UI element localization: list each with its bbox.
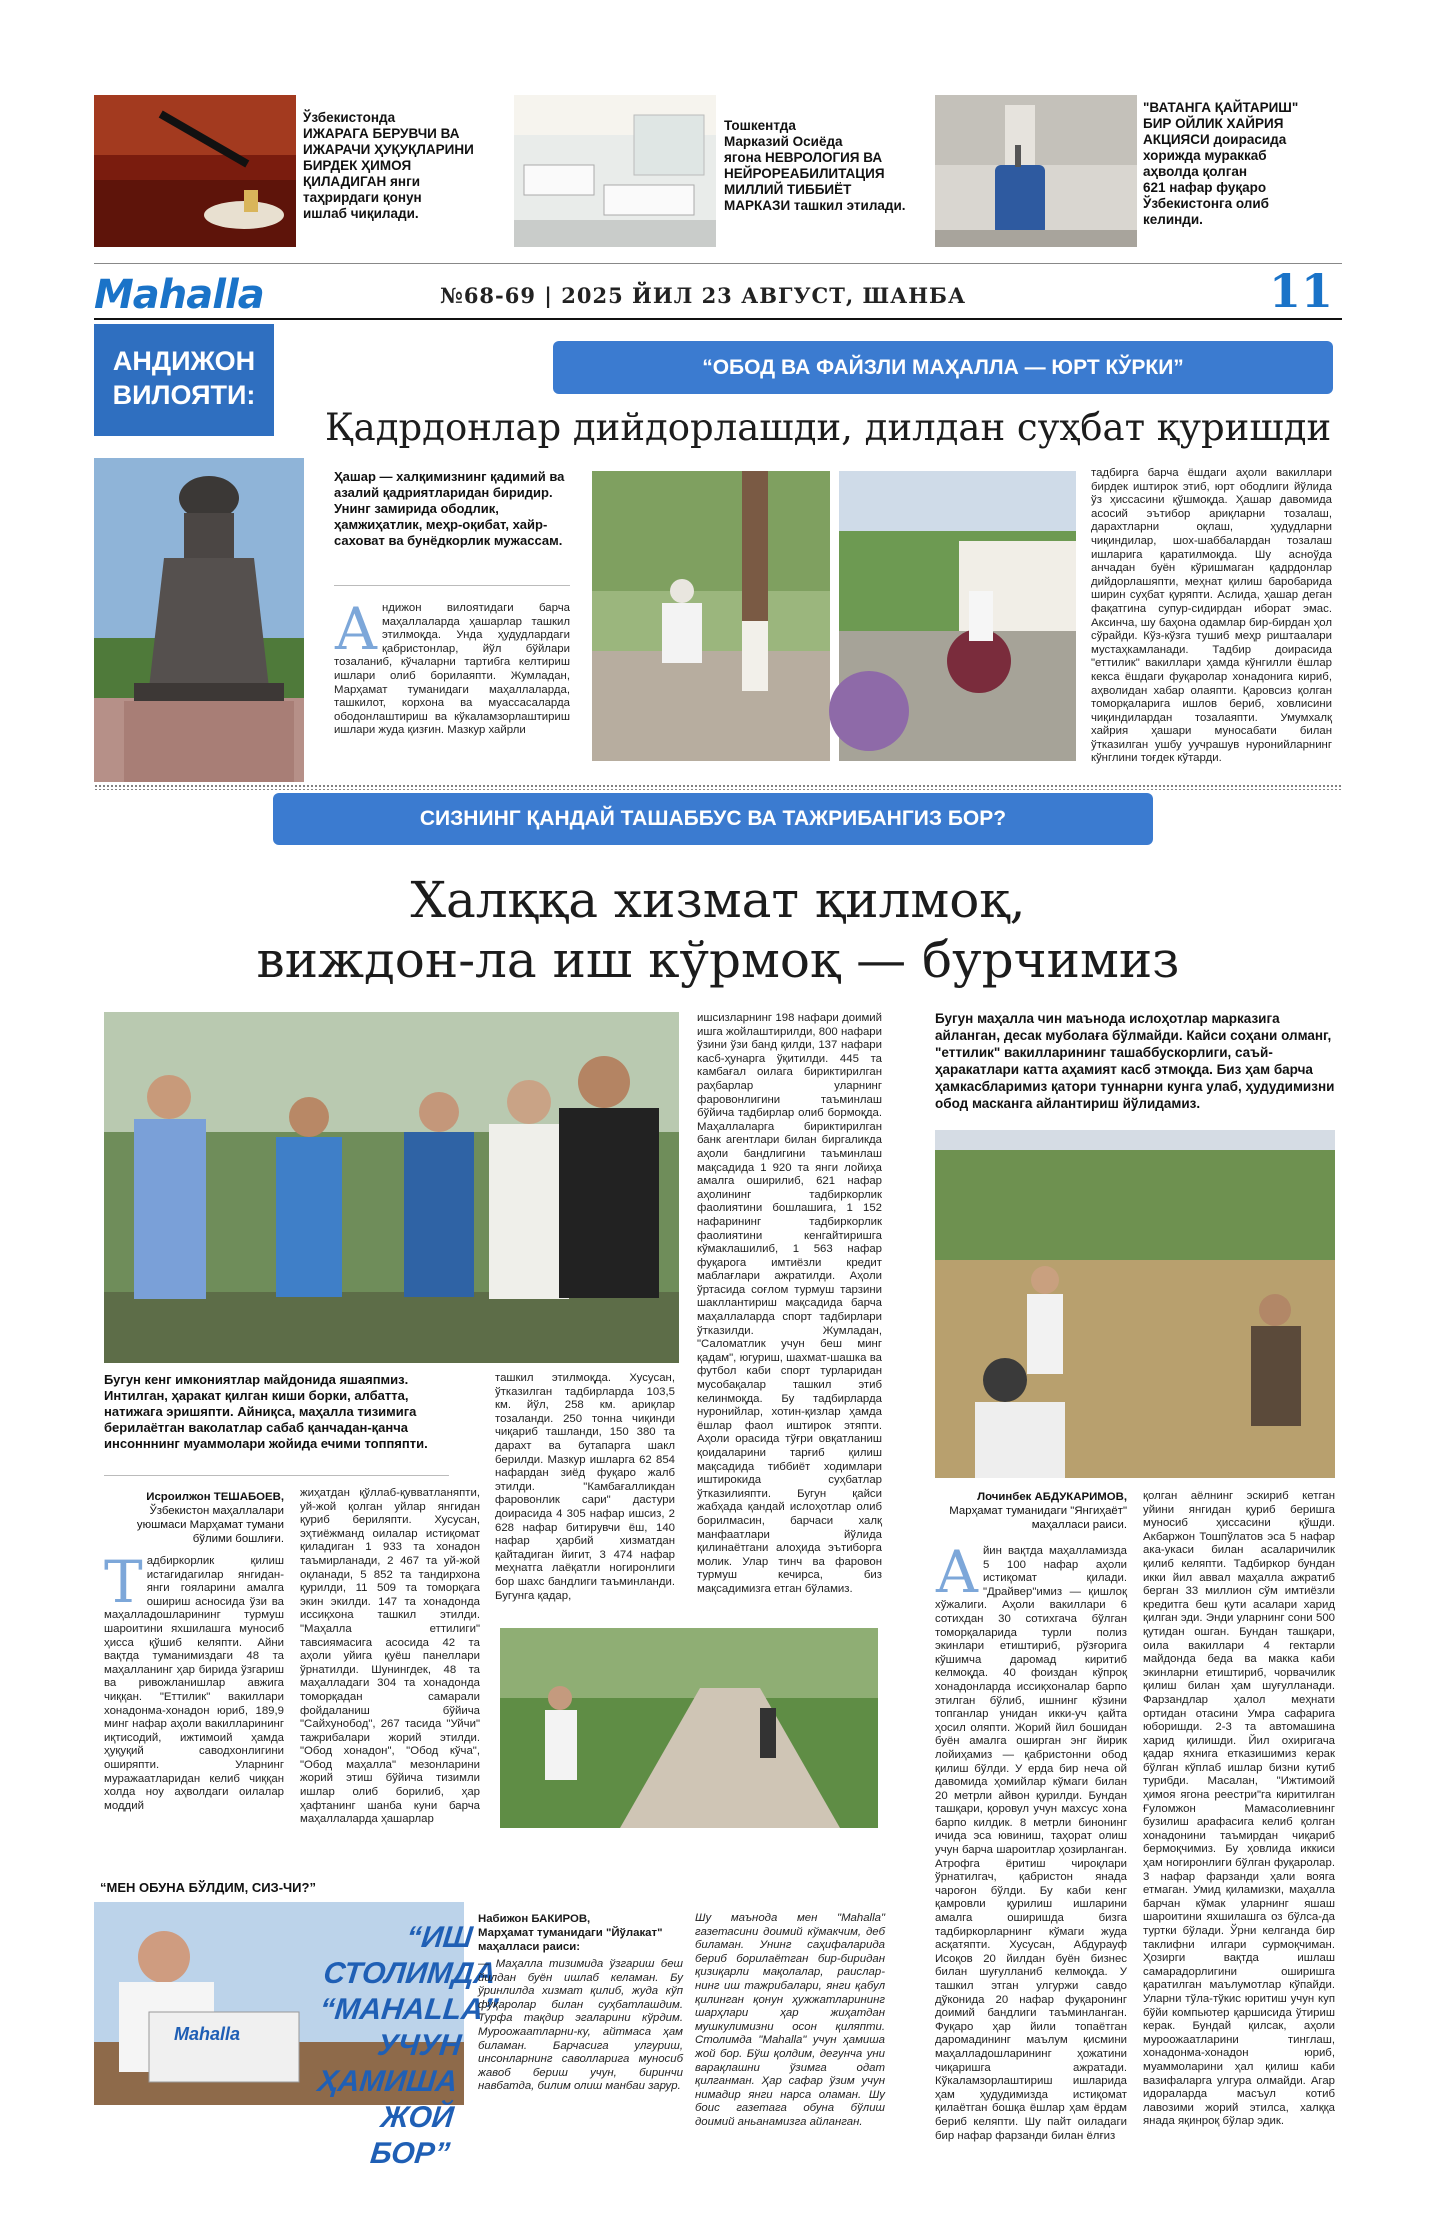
teaser-3-line: хорижда мураккаб [1143,148,1267,163]
subscribe-big-line-4: УЧУН ҲАМИША [316,2029,463,2098]
group-photo [104,1012,679,1363]
section1-rubric: “ОБОД ВА ФАЙЗЛИ МАҲАЛЛА — ЮРТ КЎРКИ” [553,341,1333,394]
subscribe-quote: — Маҳалла тизимида ўзгариш беш йилдан буён ишлаб келаман. Бу ўринлилда хизмат қилиб, жуда кўп фуқаролар билан суҳбатлашдим. Турфа тақдир эгаларини кўрдим. Муроожаатларни-ку, айтмаса ҳам биламан. Барчасига улгуриш, инсонларнинг саволларига муносиб жавоб бериш учун, биринчи навбатда, билим олиш манбаи зарур. [478,1958,683,2093]
subscribe-big-quote [303,1920,500,2172]
teaser-1-line: ИЖАРАЧИ ҲУҚУҚЛАРИНИ [303,142,474,157]
section2-col-d: ишсизларнинг 198 нафари доимий ишга жойлаштирилди, 800 нафари ўзини ўзи банд қилди, 137 нафари касб-ҳунарга ўқитилди. 445 та камбағал оилага бириктирилган раҳбарлар уларнинг фаровонлигини таъминлаш бўйича тадбирлар олиб бормоқда. Маҳаллаларга бириктирилган банк агентлари билан биргаликда аҳоли бандлигини таъминлаш мақсадида 1 920 та янги лойиҳа амалга оширилиб, 621 нафар аҳолининг тадбиркорлик фаолиятини бошлашига, 1 152 нафарининг тадбиркорлик фаолиятини кенгайтиришга кўмаклашилиб, 1 563 нафар фуқарога имтиёзли кредит маблағлари ажратилди. Аҳоли ўртасида соғлом турмуш тарзини шакллантириш мақсадида барча маҳаллаларда спорт тадбирлари ўтказилди. Жумладан, "Саломатлик учун беш минг қадам", югуриш, шахмат-шашка ва футбол каби спорт турларидан мусобақалар ташкил этиб келинмоқда. Бу тадбирларда нуронийлар, хотин-қизлар ҳамда ёшлар фаол иштирок этяпти. Аҳоли орасида тўғри овқатланиш қоидаларини тарғиб қилиш мақсадида тиббиёт ходимлари иштирокида суҳбатлар ўтказилияпти. Бугун қайси жабҳада қандай ислоҳотлар олиб борилмасин, барчаси халқ манфаатлари йўлида қилинаётгани алоҳида эътиборга молик. Улар тинч ва фаровон турмуш кечирса, биз мақсадимизга етган бўламиз. [697,1012,882,1595]
section2-col-e [935,1538,1127,2142]
teaser-photo-pen [94,95,296,247]
teaser-2-line: НЕЙРОРЕАБИЛИТАЦИЯ [724,166,885,181]
issue-info: №68-69 | 2025 ЙИЛ 23 АВГУСТ, ШАНБА [440,283,967,308]
street-sweeping-photo [500,1628,878,1828]
teaser-3-line: "ВАТАНГА ҚАЙТАРИШ" [1143,100,1299,115]
teaser-1-line: ҚИЛАДИГАН янги [303,174,420,189]
teaser-2-line: Тошкентда [724,118,796,133]
drop-cap: А [334,595,378,663]
cemetery-hashar-photo [935,1130,1335,1478]
section2-col-a [104,1548,284,1829]
section2-lead-left: Бугун кенг имкониятлар майдонида яшаяпмиз. Интилган, ҳаракат қилган киши борки, албатта, натижага эришяпти. Айниқса, маҳалла тизимига берилаётган ваколатлар сабаб қанчадан-қанча инсонннинг муаммолари жойида ечими топпяпти. [104,1372,428,1451]
drop-cap: Т [104,1548,143,1616]
drop-cap: А [935,1538,979,1606]
page-number: 11 [1268,264,1333,318]
subscribe-quote-2: Шу маънода мен "Mahalla" газетасини доимий кўмакчим, деб биламан. Унинг саҳифаларида бериб борилаётган бир-биридан қизиқарли мақолалар, раислар-нинг иш тажрибалари, янги қабул қилинган қонун ҳужжатларининг шарҳлари ҳар жиҳатдан мушкулимизни осон қиляпти. Столимда "Mahalla" учун ҳамиша жой бор. Бўш қолдим, дегунча уни варақлашни ўзимга одат қилганман. Ҳар сафар ўзим учун нимадир янги нарса оламан. Шу боис газетага обуна бўлиш доимий аньанамизга айланган. [695,1912,885,2128]
subscribe-rubric: “МЕН ОБУНА БЎЛДИМ, СИЗ-ЧИ?” [100,1880,316,1895]
teaser-3-line: 621 нафар фуқаро [1143,180,1267,195]
subscribe-big-line-1: “ИШ [404,1921,475,1954]
masthead-bottom-rule [94,318,1342,320]
section1-headline: Қадрдонлар дийдорлашди, дилдан суҳбат қуришди [325,406,1332,449]
author-1-name: Исроилжон ТЕШАБОЕВ, [146,1491,284,1503]
teaser-1-line: ишлаб чиқилади. [303,206,419,221]
teaser-3-line: Ўзбекистонга олиб [1143,196,1270,211]
region-line-1: АНДИЖОН [112,346,256,376]
teaser-3-line: келинди. [1143,212,1203,227]
section2-lead-right: Бугун маҳалла чин маънода ислоҳотлар марказига айланган, десак муболаға бўлмайди. Кайси соҳани олманг, "еттилик" вакилларининг ташаббускорлиги, саъй-ҳаракатлари катта аҳамият касб этмоқда. Биз ҳам барча ҳамкасбларимиз қатори туннарни кунга улаб, ҳудудимизни обод масканга айлантириш йўлидамиз. [935,1011,1335,1111]
teaser-3-text[interactable] [1143,100,1343,228]
teaser-2-line: МАРКАЗИ ташкил этилади. [724,198,906,213]
section2-headline-line-2: виждон-ла иш кўрмоқ — бурчимиз [256,931,1180,989]
paper-logo: Mahalla [174,2024,241,2044]
section-divider-dots [94,784,1342,790]
masthead-top-rule [94,263,1342,264]
section2-rubric: СИЗНИНГ ҚАНДАЙ ТАШАББУС ВА ТАЖРИБАНГИЗ БОР? [273,793,1153,845]
subscribe-author-name: Набижон БАКИРОВ, [478,1913,591,1925]
section1-lead: Ҳашар — халқимизнинг қадимий ва азалий қадриятларидан биридир. Унинг замирида ободлик, ҳамжиҳатлик, меҳр-оқибат, хайр-саховат ва бунёдкорлик мужассам. [334,469,565,548]
teaser-1-line: ИЖАРАГА БЕРУВЧИ ВА [303,126,460,141]
teaser-1-line: БИРДЕК ҲИМОЯ [303,158,412,173]
section1-body-left-text: ндижон вилоятидаги барча маҳаллаларда ҳашарлар ташкил этилмоқда. Унда ҳудудлардаги қабристонлар, йўл бўйлари тозаланиб, кўчаларни тартибга келтириш ишлари олиб борилаяпти. Жумладан, Марҳамат туманидаги маҳаллаларда, ташкилот, корхона ва муассасаларда ободонлаштириш ва кўкаламзорлаштириш ишлари жуда қизғин. Мазкур хайрли [334,602,570,737]
subscribe-big-line-5: ЖОЙ БОР” [368,2101,456,2170]
section2-lead-rule [104,1475,449,1476]
section2-headline [94,870,1342,990]
teaser-2-line: Марказий Осиёда [724,134,843,149]
section2-col-b: жиҳатдан қўллаб-қувватланяпти, уй-жой қолган уйлар янгидан қуриб бериляпти. Хусусан, эҳтиёжманд оилалар истиқомат қиладиган 1 933 та хонадон таъмирланади, 2 467 та уй-жой оқланади, 5 852 та тандирхона қурилди, 11 509 та томорқага экин экилди. 147 та хонадонда иссиқхона ташкил этилди. "Маҳалла еттилиги" тавсиямасига асосида 42 та аҳоли уйига қуёш панеллари ўрнатилди. Шунингдек, 48 та маҳалладаги 304 та хонадонда томорқадан самарали фойдаланиш бўйича "Сайхунобод", 267 тасида "Уйчи" тажрибалари жорий этилди. "Обод хонадон", "Обод кўча", "Обод маҳалла" мезонларини жорий этиш бўйича тизимли ишлар олиб борилиб, ҳар ҳафтанинг шанба куни барча маҳаллаларда ҳашарлар [300,1487,480,1826]
teaser-3-line: БИР ОЙЛИК ХАЙРИЯ [1143,116,1284,131]
section1-body-right: тадбирга барча ёшдаги аҳоли вакиллари бирдек иштирок этиб, юрт ободлиги йўлида ўз ҳиссасини қўшмоқда. Ҳашар давомида асосий эътибор ариқларни тозалаш, дарахтларни оқлаш, ҳудудларни чиқиндилар, шох-шаббалардан тозалаш ишларига қаратилмоқда. Шу асноўда анчадан буён кўришмаган қадрдонлар дийдорлашяпти, меҳнат қилиш баробарида ширин суҳбат қуряпти. Аслида, ҳашар деган фақатгина супур-сидирдан иборат эмас. Аксинча, шу баҳона одамлар бир-бирдан ҳол сўрайди. Кўз-кўзга тушиб меҳр риштаалари мустаҳкамланади. Тадбир доирасида "еттилик" вакиллари ҳамда кўнгилли ёшлар кекса ёшдаги фуқаролар хонадонига кириб, аҳволидан хабар олаяпти. Қаровсиз қолган томорқаларига ишлов бериб, ховлисини чиқиндилардан тозалаяпти. Умумхалқ хайрия ҳашари муносабати билан ўтказилган ушбу уучрашув нуронийларнинг кўнглини тоғдек кўтарди. [1091,467,1332,765]
teaser-3-line: АКЦИЯСИ доирасида [1143,132,1287,147]
statue-photo [94,458,304,782]
teaser-1-line: таҳрирдаги қонун [303,190,422,205]
region-badge [94,324,274,436]
section1-lead-rule [334,585,570,586]
teaser-2-text[interactable] [724,118,929,214]
section2-headline-line-1: Халққа хизмат қилмоқ, [410,871,1026,929]
region-line-2: ВИЛОЯТИ: [112,380,256,410]
whitewash-tree-photo [592,471,830,761]
teaser-2-line: МИЛЛИЙ ТИББИЁТ [724,182,852,197]
section1-body-left [334,595,570,764]
teaser-3-line: аҳволда қолган [1143,164,1247,179]
section2-col-e-text: йин вақтда маҳалламизда 5 100 нафар аҳоли истиқомат қилади. "Драйвер"имиз — қишлоқ хўжалиги. Аҳоли вакиллари 6 сотихдан 30 сотихгача бўлган томорқаларида турли полиз экинлари етиштириб, рўзғорига кўшимча даромад киритиб келмоқда. 40 фоиздан кўпроқ хонадонларда иссиқхоналар барпо этилган бўлиб, ишнинг кўзини топганлар унидан икки-уч қайта ҳосил оляпти. Жорий йил бошидан буён амалга оширган энг йирик лойиҳамиз — қабристонни обод қилиш бўлди. У ерда бир неча ой давомида ҳомийлар кўмаги билан 20 метрли айвон қурилди. Бундан ташқари, қоровул учун махсус хона барпо килдик. 8 метрли бинонинг ичида эса ювиниш, таҳорат олиш учун барча шароитлар ҳозирланган. Атрофга ёритиш чироқлари ўрнатилгач, қабристон янада чароғон бўлди. Бу каби кенг қамровли қурилиш ишларини амалга оширишда бизга тадбиркорларнинг кўмаги жуда асқатяпти. Хусусан, Абдурауф Исоқов 20 йилдан буён бизнес билан шуғулланиб келмоқда. У ташкил этган улгуржи савдо дўконида 20 нафар фуқаронинг доимий бандлиги таъминланган. Фуқаро ҳар йили топаётган даромадининг маълум қисмини маҳалладошларининг ҳожатини чиқаришга ажратади. Кўкаламзорлаштириш ишларида ҳам ҳудудимизда истиқомат қилаётган бошқа ёшлар ҳам ёрдам бериб келяпти. Шу пайт оиладаги бир нафар фарзанди билан ёлғиз [935,1545,1127,2142]
author-1 [104,1490,284,1546]
brand-logo[interactable]: Mahalla [94,272,264,318]
courtyard-cleaning-photo [839,471,1076,761]
section2-col-c: ташкил этилмоқда. Хусусан, ўтказилган тадбирларда 103,5 км. йўл, 258 км. ариқлар тозаланди. 250 тонна чиқинди чиқариб ташланди, 150 380 та дарахт ва бутапарга шакл берилди. Мазкур ишларга 62 854 нафардан зиёд фуқаро жалб этилди. "Камбағалликдан фаровонлик сари" дастури доирасида 4 305 нафар ишсиз, 2 628 нафар битирувчи ёш, 140 нафар ҳарбий хизматдан қайтадиган йигит, 3 474 нафар меҳнатга лаёқатли ногиронлиги бор шахс бандлиги таъминланди. Бугунга қадар, [495,1372,675,1602]
teaser-1-text[interactable] [303,110,493,222]
teaser-2-line: ягона НЕВРОЛОГИЯ ВА [724,150,883,165]
subscribe-author-role: Марҳамат туманидаги "Йўлакат" маҳалласи раиси: [478,1927,663,1953]
subscribe-author [478,1912,683,1954]
author-1-role: Ўзбекистон маҳаллалари уюшмаси Марҳамат тумани бўлими бошлиғи. [136,1505,284,1545]
section2-col-f: қолган аёлнинг эскириб кетган уйини янгидан қуриб беришга муносиб ҳиссасини қўшди. Акбаржон Тошпўлатов эса 5 нафар ака-укаси билан асаларичилик қилиб келяпти. Тадбиркор бундан икки йил аввал маҳалла ажратиб берган 33 миллион сўм имтиёзли кредитга беш қути асалари харид қилган эди. Энди уларнинг сони 500 қутидан ошган. Бундан ташқари, оила вакиллари 4 гектарли майдонда беда ва макка каби экинларни етиштириб, чорвачилик қилиш билан ҳам шуғулланади. Фарзандлар ҳалол меҳнати ортидан отасини Умра сафарига юборишди. 2-3 та автомашина харид қилишди. Йил охиригача қадар яхнига етказишимиз керак бўлган кўплаб ишлар бизни кутиб турибди. Масалан, "Ижтимоий ҳимоя ягона реестри"га киритилган Ғуломжон Мамасолиевнинг бузилиш арафасига келиб қолган хонадонини таъмирдан чиқариб бермоқчимиз. Бу ҳовлида иккиси ҳам ногиронлиги бўлган фуқаролар. 3 нафар фарзанди ҳали вояга етмаган. Умид қиламизки, маҳалла барчан кўмак уларнинг яшаш шароитини яхшилашга оз бўлса-да туртки бўлади. Ўрни келганда бир таклифни илгари сурмоқчиман. Ҳозирги вақтда ишлаш самарадорлигини оширишга қаратилган маълумотлар кўпайди. Уларни тўла-тўкис юритиш учун куп бўйи компьютер қаршисида ўтириш керак. Бундай қилсак, аҳоли муроожаатларини тинглаш, хонадонма-хонадон юриб, муаммоларини ҳал қилиш каби вазифаларга улгура олмайди. Агар идораларда масъул котиб лавозими жорий этилса, халққа янада яқинроқ бўлар эдик. [1143,1490,1335,2128]
subscribe-big-line-2: СТОЛИМДА [321,1957,498,1990]
teaser-photo-hospital [514,95,716,247]
section2-col-a-text: адбиркорлик қилиш истагидагилар янгидан-янги гояларини амалга ошириш асносида ўзи ва маҳалладошларининг турмуш шароитини яхшилашга муносиб ҳисса қўшиб келяпти. Айни вақтда туманимиздаги 48 та маҳалланинг ҳар бирида ўзгариш ва ривожланишлар авжига чиққан. "Еттилик" вакиллари хонадонма-хонадон юриб, 189,9 минг нафар аҳоли вакилларининг иқтисодий, ижтимоий ҳамда ҳуқуқий саводхонлигини оширяпти. Уларнинг муражаатларидан келиб чиққан холда ноу аҳволдаги оилалар моддий [104,1555,284,1812]
teaser-photo-suitcase [935,95,1137,247]
author-2 [935,1490,1127,1532]
teaser-1-line: Ўзбекистонда [303,110,396,125]
subscribe-big-line-3: “MAHALLA” [318,1993,500,2026]
author-2-role: Марҳамат туманидаги "Янгиҳаёт" маҳалласи раиси. [949,1505,1127,1531]
author-2-name: Лочинбек АБДУКАРИМОВ, [977,1491,1127,1503]
